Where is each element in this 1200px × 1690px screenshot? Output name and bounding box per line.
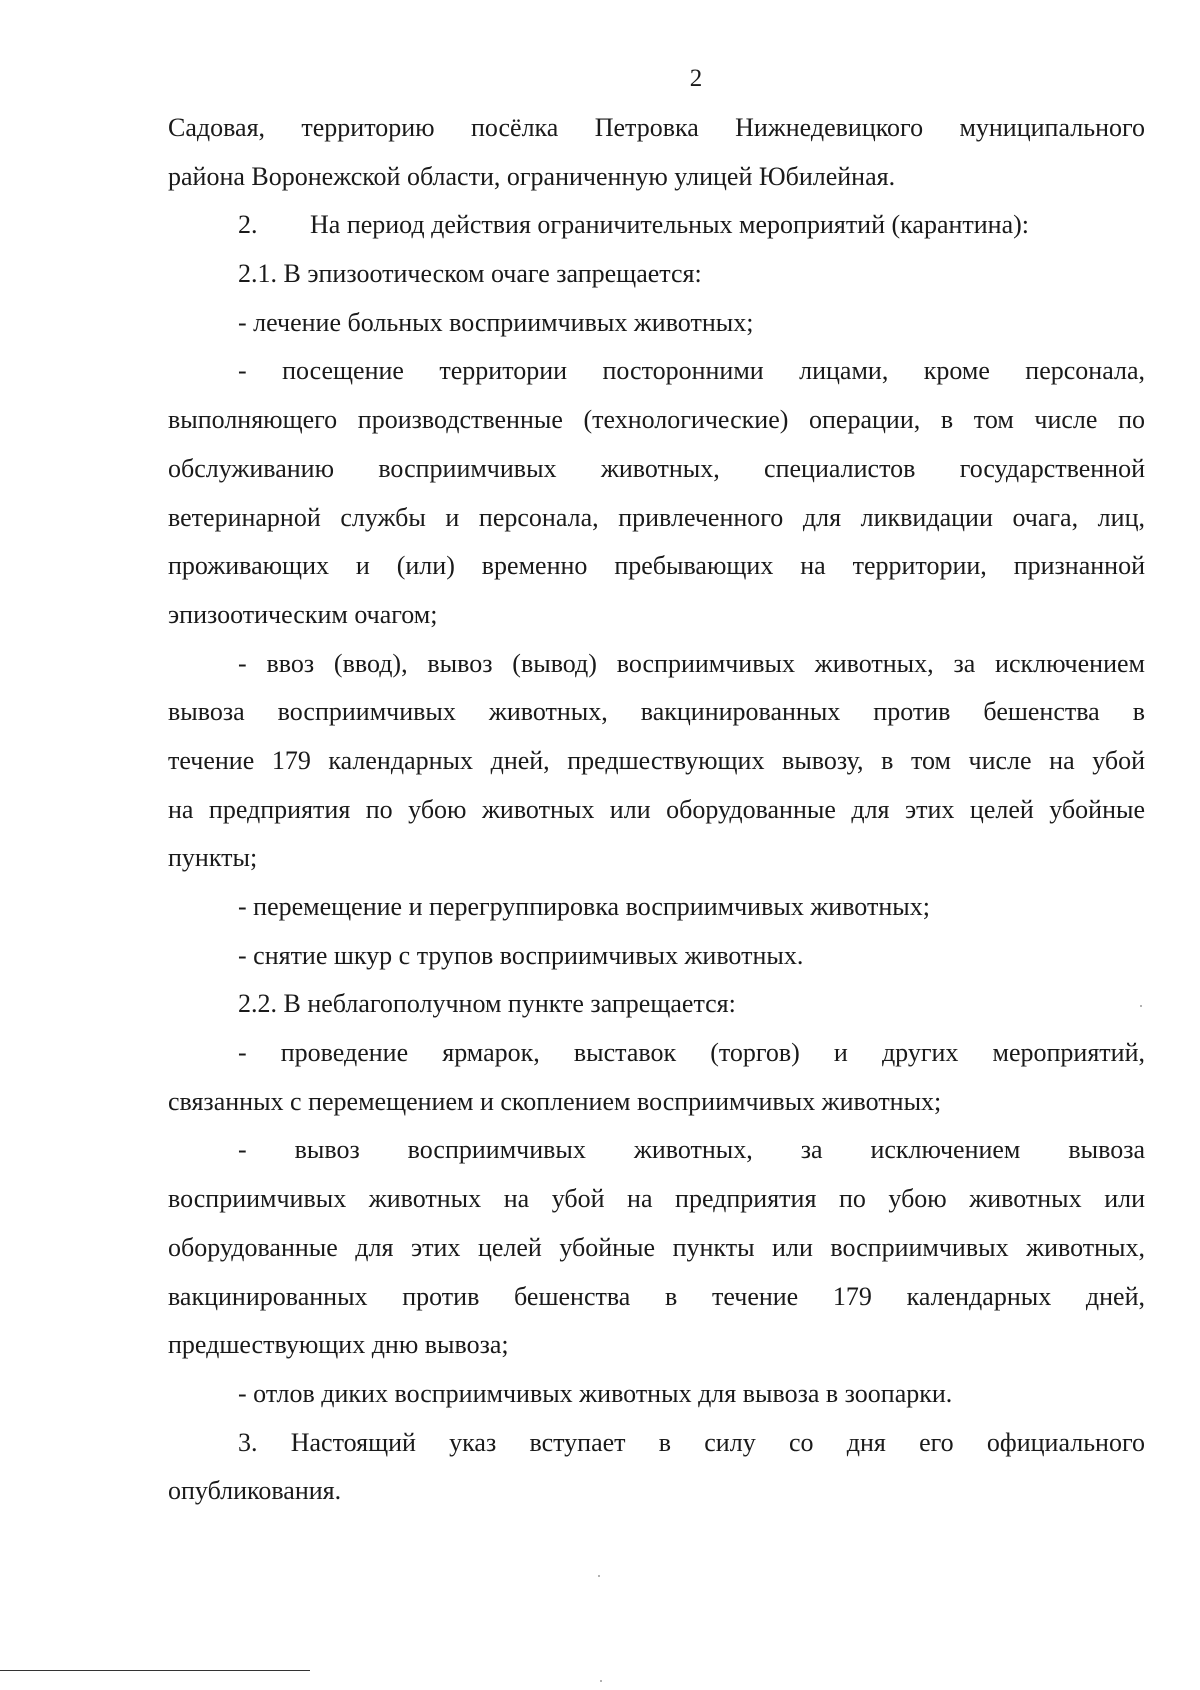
- item-number: 2.: [238, 210, 258, 240]
- text-line: [168, 445, 1145, 494]
- text-line: [168, 104, 1145, 153]
- text-span: 2.2. В неблагополучном пункте запрещается:: [238, 989, 736, 1019]
- text-line: [168, 1273, 1145, 1322]
- list-item: [168, 1029, 1145, 1078]
- scan-artifact: [1140, 1005, 1142, 1007]
- text-span: 2.1. В эпизоотическом очаге запрещается:: [238, 259, 702, 289]
- text-line: [168, 494, 1145, 543]
- text-line: [168, 1467, 1145, 1516]
- text-span: течение 179 календарных дней, предшествующих вывозу, в том числе на убой: [168, 745, 1145, 775]
- text-line: [168, 1175, 1145, 1224]
- text-line: [168, 1321, 1145, 1370]
- text-line: [168, 396, 1145, 445]
- text-span: эпизоотическим очагом;: [168, 599, 438, 629]
- text-span: - ввоз (ввод), вывоз (вывод) восприимчивых животных, за исключением: [238, 648, 1145, 678]
- section-heading-2-1: [168, 250, 1145, 299]
- text-span: - лечение больных восприимчивых животных;: [238, 307, 754, 337]
- list-item: [168, 347, 1145, 396]
- text-span: - проведение ярмарок, выставок (торгов) и других мероприятий,: [238, 1038, 1145, 1068]
- numbered-item-3: [168, 1419, 1145, 1468]
- text-span: вакцинированных против бешенства в течение 179 календарных дней,: [168, 1281, 1145, 1311]
- text-span: - отлов диких восприимчивых животных для вывоза в зоопарки.: [238, 1378, 953, 1408]
- text-span: оборудованные для этих целей убойные пункты или восприимчивых животных,: [168, 1232, 1145, 1262]
- section-heading-2-2: [168, 980, 1145, 1029]
- text-span: ветеринарной службы и персонала, привлеченного для ликвидации очага, лиц,: [168, 502, 1145, 532]
- text-line: [168, 688, 1145, 737]
- text-span: - посещение территории посторонними лицами, кроме персонала,: [238, 356, 1145, 386]
- text-span: выполняющего производственные (технологические) операции, в том числе по: [168, 405, 1145, 435]
- text-span: на предприятия по убою животных или оборудованные для этих целей убойные: [168, 794, 1145, 824]
- list-item: [168, 1126, 1145, 1175]
- text-span: обслуживанию восприимчивых животных, специалистов государственной: [168, 453, 1145, 483]
- text-line: [168, 591, 1145, 640]
- list-item: [168, 640, 1145, 689]
- scan-artifact: [598, 1575, 600, 1577]
- text-line: [168, 153, 1145, 202]
- text-span: пункты;: [168, 843, 258, 873]
- document-body: [168, 104, 1145, 1516]
- item-text: На период действия ограничительных мероприятий (карантина):: [310, 210, 1030, 240]
- text-line: [168, 786, 1145, 835]
- text-span: вывоза восприимчивых животных, вакцинированных против бешенства в: [168, 697, 1145, 727]
- text-span: предшествующих дню вывоза;: [168, 1330, 509, 1360]
- text-line: [168, 1224, 1145, 1273]
- text-line: [168, 542, 1145, 591]
- scan-artifact: [600, 1680, 602, 1682]
- text-span: проживающих и (или) временно пребывающих на территории, признанной: [168, 551, 1145, 581]
- text-span: - перемещение и перегруппировка восприимчивых животных;: [238, 892, 930, 921]
- list-item: [168, 883, 1145, 932]
- page-number: 2: [689, 65, 703, 92]
- numbered-item-2: [168, 201, 1145, 250]
- text-span: - вывоз восприимчивых животных, за исключением вывоза: [238, 1135, 1145, 1165]
- text-span: района Воронежской области, ограниченную улицей Юбилейная.: [168, 161, 896, 191]
- text-span: - снятие шкур с трупов восприимчивых животных.: [238, 940, 804, 970]
- text-span: связанных с перемещением и скоплением восприимчивых животных;: [168, 1086, 942, 1116]
- text-line: [168, 737, 1145, 786]
- text-span: Садовая, территорию посёлка Петровка Нижнедевицкого муниципального: [168, 113, 1145, 142]
- text-span: опубликования.: [168, 1476, 342, 1506]
- list-item: [168, 932, 1145, 981]
- text-span: восприимчивых животных на убой на предприятия по убою животных или: [168, 1184, 1145, 1214]
- text-span: 3. Настоящий указ вступает в силу со дня его официального: [238, 1427, 1145, 1457]
- text-line: [168, 1078, 1145, 1127]
- list-item: [168, 299, 1145, 348]
- list-item: [168, 1370, 1145, 1419]
- footer-rule: [0, 1670, 310, 1671]
- text-line: [168, 834, 1145, 883]
